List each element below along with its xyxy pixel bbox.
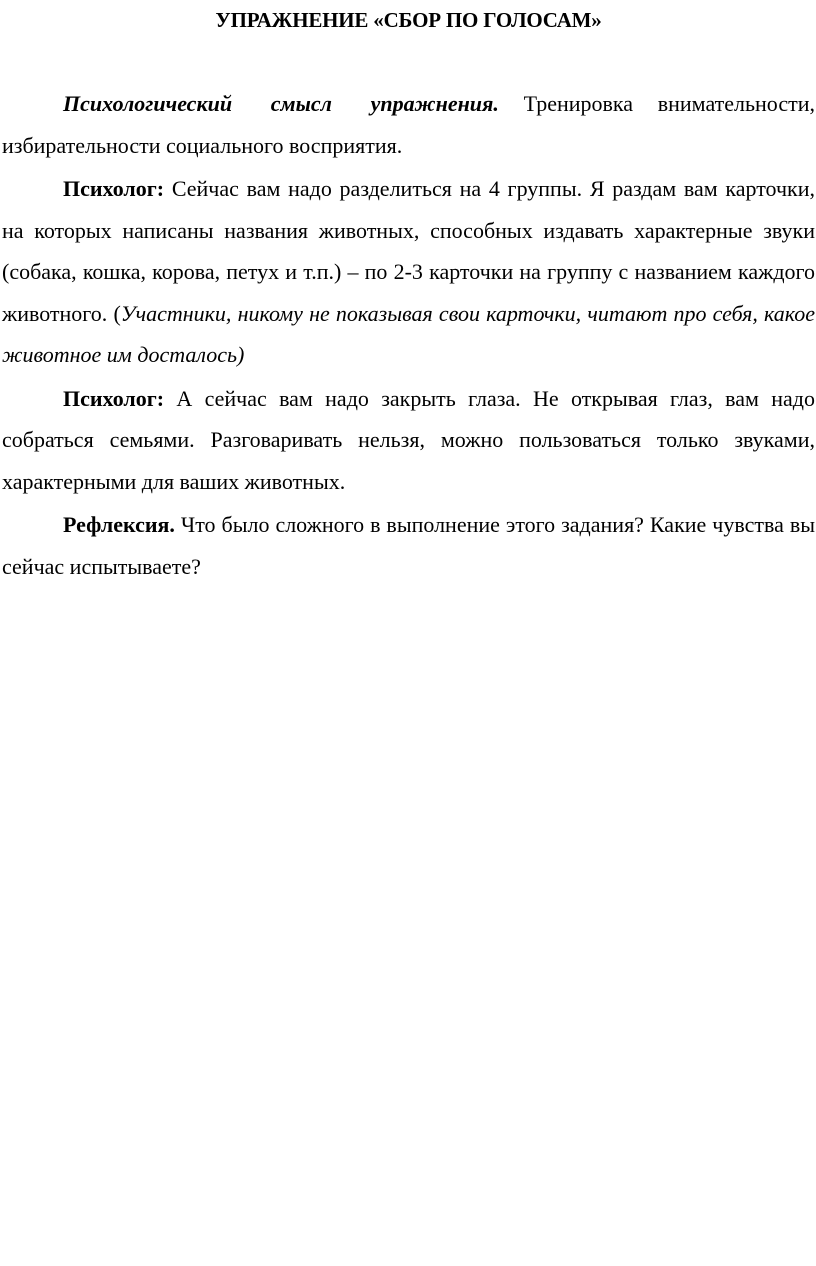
meaning-paragraph (2, 83, 815, 166)
reflection-text: Что было сложного в выполнение этого задания? Какие чувства вы сейчас испытываете? (2, 512, 815, 579)
psychologist-label-2: Психолог: (63, 385, 165, 411)
psychologist-instruction-2 (2, 378, 815, 503)
psychologist-instruction-1 (2, 168, 815, 376)
meaning-text: Тренировка внимательности, избирательности социального восприятия. (2, 91, 815, 158)
participants-note: Участники, никому не показывая свои карточки, читают про себя, какое животное им досталось) (2, 300, 815, 367)
reflection-label: Рефлексия. (63, 512, 175, 537)
psychologist-text-2: А сейчас вам надо закрыть глаза. Не открывая глаз, вам надо собраться семьями. Разговаривать нельзя, можно пользоваться только звуками, характерными для ваших животных. (2, 385, 815, 494)
psychologist-text-1: Сейчас вам надо разделиться на 4 группы. Я раздам вам карточки, на которых написаны названия животных, способных издавать характерные звуки (собака, кошка, корова, петух и т.п.) – по 2-3 карточки на группу с названием каждого животного. ( (2, 176, 815, 326)
reflection-paragraph (2, 504, 815, 587)
meaning-label: Психологический смысл упражнения. (63, 91, 499, 116)
psychologist-label-1: Психолог: (63, 176, 165, 201)
page-title: УПРАЖНЕНИЕ «СБОР ПО ГОЛОСАМ» (215, 8, 602, 32)
